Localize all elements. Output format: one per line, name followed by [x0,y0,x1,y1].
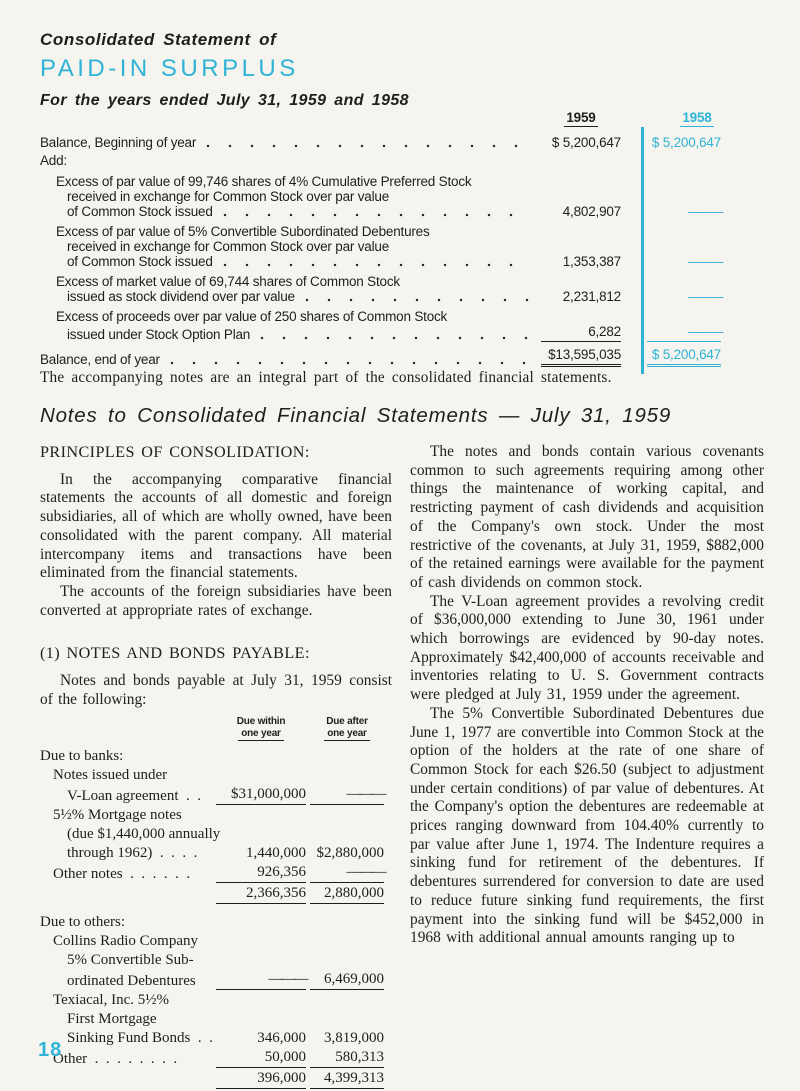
row-label: Excess of market value of 69,744 shares of Common Stock [56,274,400,289]
nil-dash: ——— [346,864,384,881]
amount-1958 [647,289,721,304]
table-row: through 1962) . . . . 1,440,000 $2,880,000 [67,845,384,862]
subtotal-due-after: 2,880,000 [310,884,384,904]
table-row: Other notes . . . . . . 926,356 ——— [53,864,384,883]
notes-right-column [410,443,764,1089]
notes-section-heading: Notes to Consolidated Financial Statements — July 31, 1959 [40,404,672,427]
statement-title: PAID-IN SURPLUS [40,55,299,82]
row-label: Add: [40,153,67,168]
year-header-row [40,110,721,127]
paragraph: Notes and bonds payable at July 31, 1959 consist of the following: [40,672,392,708]
table-row: Notes issued under [53,767,168,784]
table-row: ordinated Debentures ——— 6,469,000 [67,971,384,990]
amount-1959: 6,282 [541,324,621,342]
nil-dash: ——— [688,204,721,219]
row-label: Balance, Beginning of year [40,135,197,150]
amount-1959: 4,802,907 [562,204,621,219]
section-title-notes-bonds: (1) NOTES AND BONDS PAYABLE: [40,644,310,663]
row-label: of Common Stock issued [67,254,213,269]
paragraph: The accounts of the foreign subsidiaries have been converted at appropriate rates of exchange. [40,582,392,619]
table-subtotal-row [40,884,384,904]
table-row: Collins Radio Company [53,933,199,950]
statement-header [40,30,409,110]
row-label: issued under Stock Option Plan [67,327,251,342]
table-row: V-Loan agreement . . $31,000,000 ——— [67,786,384,805]
statement-row [40,274,721,289]
nil-dash: ——— [268,971,306,988]
table-row: Due to banks: [40,748,124,765]
statement-row [40,289,721,304]
table-row: Sinking Fund Bonds . . 346,000 3,819,000 [67,1030,384,1047]
statement-row [40,309,721,324]
row-label: of Common Stock issued [67,204,213,219]
amount-due-within: 1,440,000 [246,845,306,862]
table-row: Due to others: [40,914,125,931]
amount-1958: $ 5,200,647 [651,135,721,150]
statement-row [40,204,721,219]
paragraph: The 5% Convertible Subordinated Debentures due June 1, 1977 are convertible into Common Stock at the option of the holders at the rate of one share of Common Stock for each $26.50 (subject to adjustment under certain conditions) of par value of debentures. At the Company's option the debentures are redeemable at prices ranging downward from 104.40% currently to par value after June 1, 1974. The Indenture requires a sinking fund for retirement of the debentures. If debentures surrendered for conversion to date are used to reduce future sinking fund requirements, the first payment into the sinking fund will be $452,000 in 1968 with additional annual amounts ranging up to [410,704,764,947]
year-1958-header: 1958 [682,110,712,125]
amount-due-within: 50,000 [216,1048,306,1068]
amount-due-after: $2,880,000 [316,845,384,862]
statement-footnote: The accompanying notes are an integral part of the consolidated financial statements. [40,369,612,386]
row-label: Excess of par value of 99,746 shares of 4% Cumulative Preferred Stock [56,174,472,189]
amount-due-within: $31,000,000 [216,785,306,805]
amount-1959: $ 5,200,647 [551,135,621,150]
nil-dash: ——— [688,324,721,339]
dot-leader [305,298,531,302]
page-number: 18 [38,1039,63,1061]
nil-dash: ——— [688,254,721,269]
amount-due-after: 6,469,000 [310,970,384,990]
statement-row [40,254,721,269]
row-label: received in exchange for Common Stock over par value [67,239,390,254]
amount-1959: 1,353,387 [562,254,621,269]
amount-1959: $13,595,035 [541,347,621,367]
table-row: First Mortgage [67,1011,157,1028]
amount-due-within: 346,000 [257,1030,306,1047]
statement-row-balance-begin [40,135,721,150]
dot-leader [206,144,531,148]
amount-due-after [310,785,384,805]
statement-row [40,189,721,204]
statement-row [40,239,721,254]
subtotal-due-within: 2,366,356 [216,884,306,904]
statement-row [40,224,721,239]
total-due-within: 396,000 [216,1069,306,1089]
table-header-due-within: Due within one year [216,716,306,741]
statement-pretitle: Consolidated Statement of [40,30,277,49]
statement-subtitle: For the years ended July 31, 1959 and 1958 [40,92,409,109]
paid-in-surplus-table [40,110,721,367]
row-label: received in exchange for Common Stock over par value [67,189,390,204]
paragraph: The notes and bonds contain various covenants common to such agreements requiring among other things the maintenance of working capital, and restricting payment of cash dividends and acquisition of the Company's own stock. Under the most restrictive of the covenants, at July 31, 1959, $882,000 of the retained earnings were available for the payment of cash dividends on common stock. [410,443,764,591]
amount-due-within: 926,356 [216,863,306,883]
total-due-after: 4,399,313 [310,1069,384,1089]
statement-row [40,324,721,342]
table-total-row [40,1069,384,1089]
row-label: issued as stock dividend over par value [67,289,295,304]
table-header-due-after: Due after one year [310,716,384,741]
dot-leader [170,361,531,365]
statement-row [40,174,721,189]
amount-due-after: 3,819,000 [324,1030,384,1047]
amount-1958 [647,204,721,219]
row-label: Excess of proceeds over par value of 250 shares of Common Stock [56,309,448,324]
amount-1959: 2,231,812 [562,289,621,304]
table-row: 5½% Mortgage notes [53,807,182,824]
dot-leader [223,213,531,217]
dot-leader [260,336,531,340]
row-label: Balance, end of year [40,352,160,367]
dot-leader [223,263,531,267]
notes-and-bonds-table [40,716,384,1089]
amount-due-after [310,863,384,883]
notes-left-column [40,443,392,1089]
amount-1958 [647,254,721,269]
statement-row-balance-end [40,347,721,367]
table-row: Other . . . . . . . . 50,000 580,313 [53,1049,384,1068]
nil-dash: ——— [688,289,721,304]
table-row: Texiacal, Inc. 5½% [53,992,169,1009]
section-title-principles: PRINCIPLES OF CONSOLIDATION: [40,443,310,461]
table-row: 5% Convertible Sub- [67,952,194,969]
amount-1958 [647,324,721,342]
table-row: (due $1,440,000 annually [67,826,221,843]
paragraph: The V-Loan agreement provides a revolving credit of $36,000,000 extending to June 30, 1961 under which borrowings are evidenced by 90-day notes. Approximately $42,400,000 of accounts receivable and inventories relating to U. S. Government contracts were pledged at July 31, 1959 under the agreement. [410,592,764,704]
statement-row-add [40,153,721,168]
table-header-row [40,716,384,741]
amount-1958: $ 5,200,647 [647,347,721,367]
year-1959-header: 1959 [566,110,596,125]
nil-dash: ——— [346,786,384,803]
column-divider-rule [641,127,644,374]
paragraph: In the accompanying comparative financial statements the accounts of all domestic and foreign subsidiaries, all of which are wholly owned, have been consolidated with the parent company. All material intercompany items and transactions have been eliminated from the financial statements. [40,470,392,582]
amount-due-within [216,970,306,990]
notes-two-columns [40,443,764,1089]
row-label: Excess of par value of 5% Convertible Subordinated Debentures [56,224,430,239]
amount-due-after: 580,313 [310,1048,384,1068]
